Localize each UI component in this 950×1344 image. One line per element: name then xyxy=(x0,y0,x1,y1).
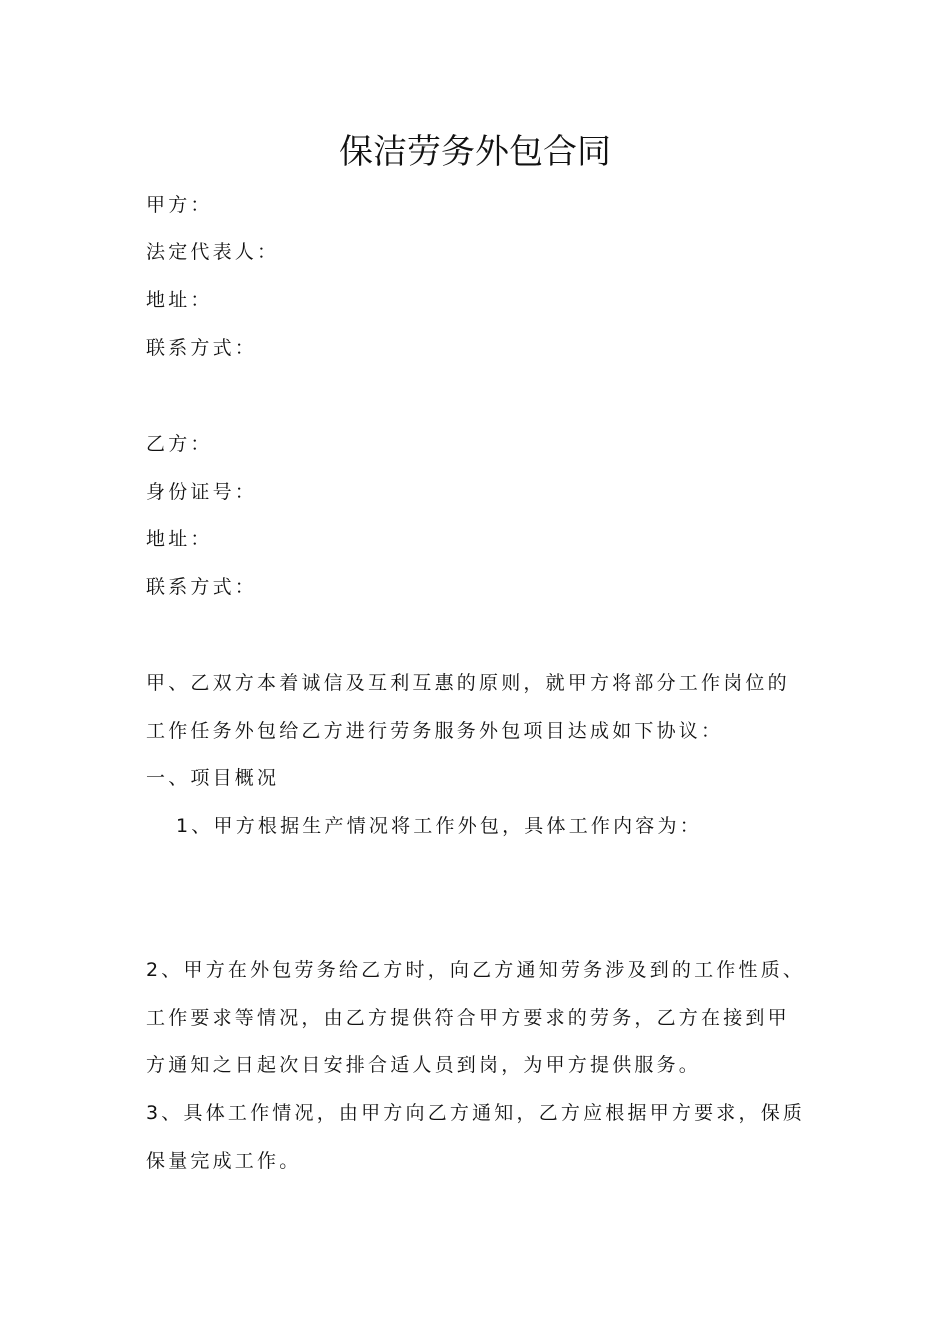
section-1-item-3-line-2: 保量完成工作。 xyxy=(146,1150,302,1172)
section-1-item-2-line-2: 工作要求等情况，由乙方提供符合甲方要求的劳务，乙方在接到甲 xyxy=(146,1007,790,1029)
party-a-address-label: 地址： xyxy=(146,289,213,311)
section-1-item-2-line-1: 2、甲方在外包劳务给乙方时，向乙方通知劳务涉及到的工作性质、 xyxy=(146,959,806,981)
party-b-id-label: 身份证号： xyxy=(146,481,258,503)
section-1-item-2-line-3: 方通知之日起次日安排合适人员到岗，为甲方提供服务。 xyxy=(146,1054,702,1076)
section-1-heading: 一、项目概况 xyxy=(146,767,280,789)
party-a-contact-label: 联系方式： xyxy=(146,337,258,359)
document-title: 保洁劳务外包合同 xyxy=(339,132,611,172)
party-b-name-label: 乙方： xyxy=(146,433,213,455)
party-a-representative-label: 法定代表人： xyxy=(146,241,280,263)
section-1-item-3-line-1: 3、具体工作情况，由甲方向乙方通知，乙方应根据甲方要求，保质 xyxy=(146,1102,806,1124)
intro-line-2: 工作任务外包给乙方进行劳务服务外包项目达成如下协议： xyxy=(146,720,724,742)
party-b-contact-label: 联系方式： xyxy=(146,576,258,598)
intro-line-1: 甲、乙双方本着诚信及互利互惠的原则，就甲方将部分工作岗位的 xyxy=(146,672,790,694)
section-1-item-1: 1、甲方根据生产情况将工作外包，具体工作内容为： xyxy=(176,815,702,837)
party-b-address-label: 地址： xyxy=(146,528,213,550)
party-a-name-label: 甲方： xyxy=(146,194,213,216)
